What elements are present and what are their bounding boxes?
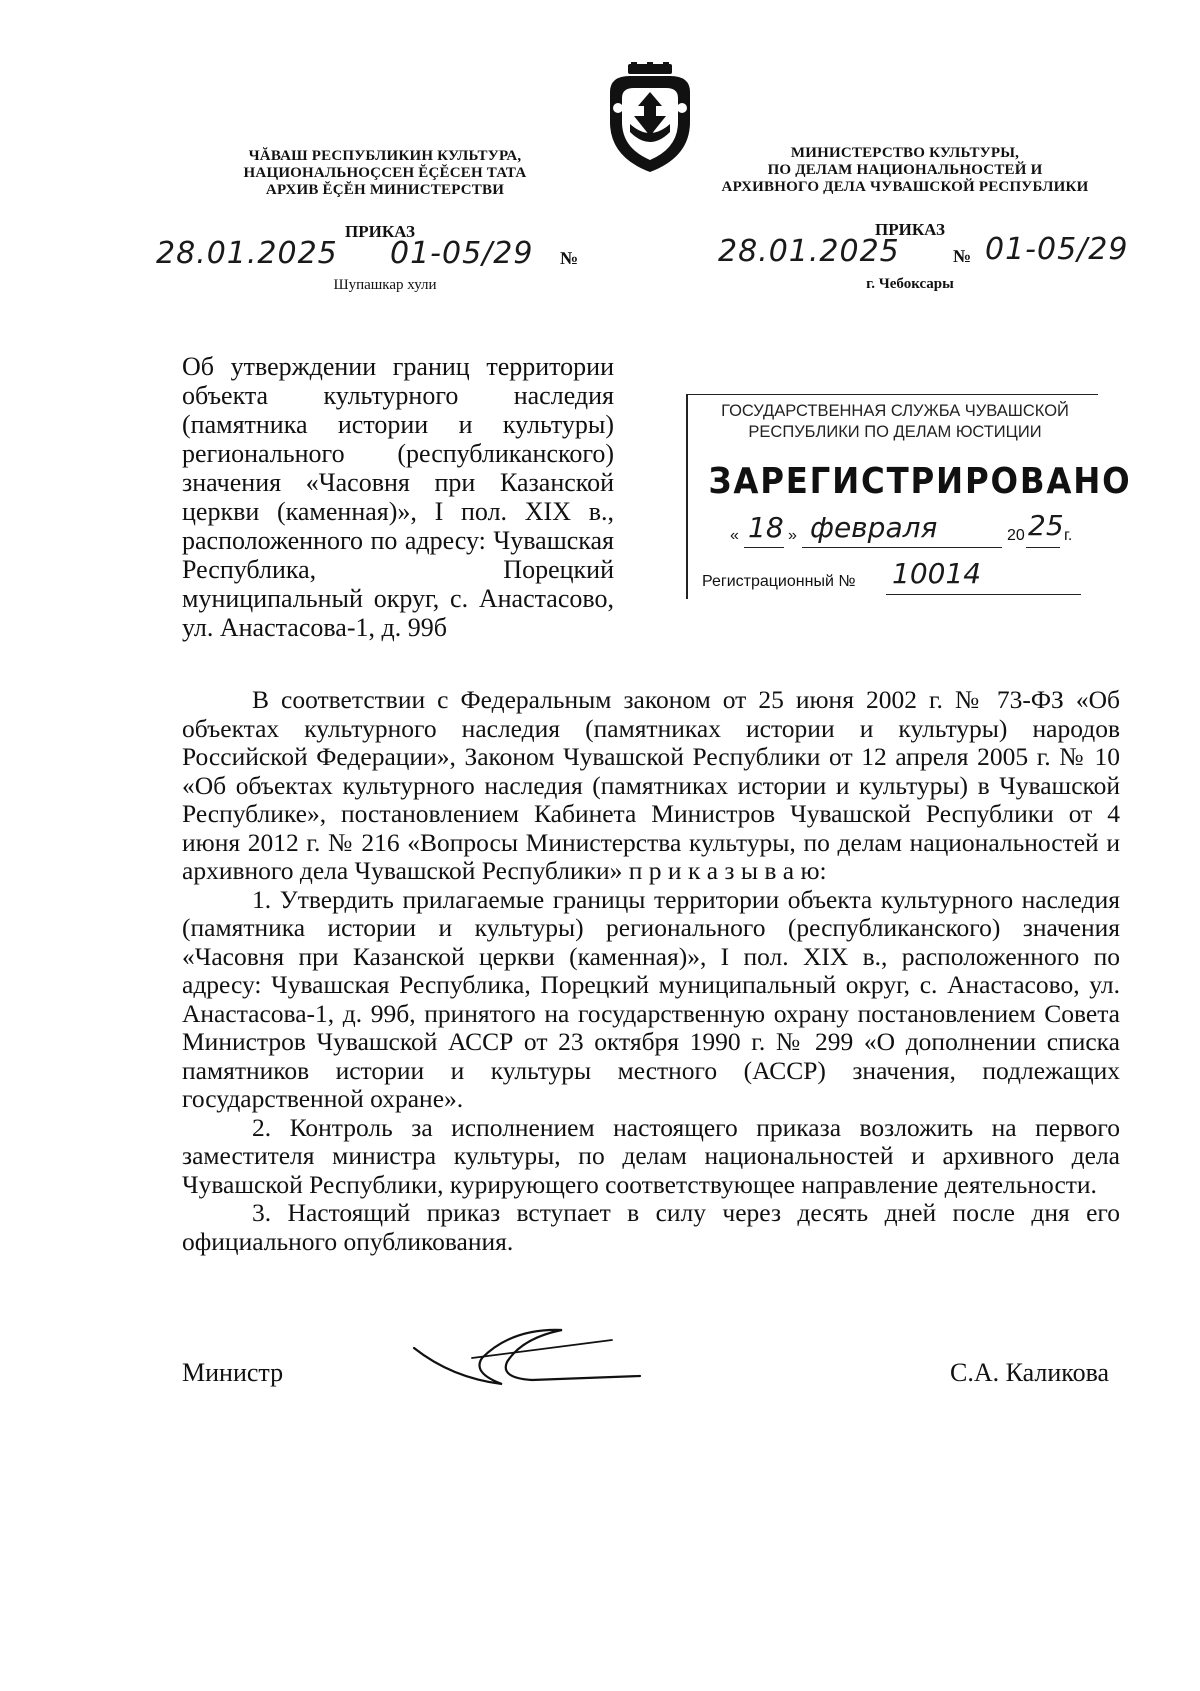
header-left-line-2: НАЦИОНАЛЬНОÇСЕН ĔÇĔСЕН ТАТА (243, 165, 527, 181)
header-right-line-3: АРХИВНОГО ДЕЛА ЧУВАШСКОЙ РЕСПУБЛИКИ (721, 179, 1089, 195)
order-word-left: ПРИКАЗ (345, 222, 415, 241)
place-left: Шупашкар хули (333, 277, 437, 293)
signatory-title: Министр (182, 1358, 284, 1387)
header-right-line-1: МИНИСТЕРСТВО КУЛЬТУРЫ, (790, 145, 1020, 161)
stamp-quote-close: » (788, 527, 797, 544)
stamp-year-suffix: г. (1064, 527, 1073, 544)
header-right-line-2: ПО ДЕЛАМ НАЦИОНАЛЬНОСТЕЙ И (767, 162, 1043, 178)
header-left-line-1: ЧĂВАШ РЕСПУБЛИКИН КУЛЬТУРА, (248, 148, 522, 164)
stamp-registered: ЗАРЕГИСТРИРОВАНО (708, 461, 1132, 502)
stamp-quote-open: « (730, 527, 739, 544)
number-sign-left: № (560, 248, 579, 268)
stamp-year-handwritten: 25 (1028, 509, 1064, 542)
order-number-handwritten-left: 01-05/29 (390, 236, 534, 271)
stamp-date-line (730, 509, 1080, 547)
header-left-line-3: АРХИВ ĔÇĔН МИНИСТЕРСТВИ (265, 182, 505, 198)
number-sign-right: № (953, 246, 972, 266)
stamp-registration-line (702, 557, 1092, 593)
stamp-registration-number-handwritten: 10014 (892, 557, 982, 590)
stamp-month-underline (802, 547, 1002, 548)
order-number-handwritten-right: 01-05/29 (985, 232, 1129, 267)
order-word-right: ПРИКАЗ (875, 220, 945, 239)
order-date-handwritten-left: 28.01.2025 (156, 236, 338, 271)
stamp-day-handwritten: 18 (748, 511, 784, 544)
order-body (182, 686, 1120, 1256)
stamp-month-handwritten: февраля (810, 511, 938, 544)
stamp-day-underline (744, 547, 784, 548)
stamp-registration-underline (886, 594, 1081, 595)
order-date-handwritten-right: 28.01.2025 (718, 234, 900, 269)
coat-of-arms-icon (600, 62, 700, 174)
ministry-name-chuvash (220, 148, 550, 199)
signatory-name: С.А. Каликова (950, 1358, 1110, 1387)
order-item-1: 1. Утвердить прилагаемые границы территории объекта культурного наследия (памятника истории и культуры) регионального (республиканского) значения «Часовня при Казанской церкви (каменная)», I пол. XIX в., расположенного по адресу: Чувашская Республика, Порецкий муниципальный округ, с. Анастасово, ул. Анастасова-1, д. 99б, принятого на государственную охрану постановлением Совета Министров Чувашской АССР от 23 октября 1990 г. № 299 «О дополнении списка памятников истории и культуры местного (АССР) значения, подлежащих государственной охране». (182, 884, 1120, 1113)
order-subject: Об утверждении границ территории объекта культурного наследия (памятника истории и культуры) регионального (республиканского) значения «Часовня при Казанской церкви (каменная)», I пол. XIX в., расположенного по адресу: Чувашская Республика, Порецкий муниципальный округ, с. Анастасово, ул. Анастасова-1, д. 99б (182, 352, 614, 642)
stamp-service-line-1: ГОСУДАРСТВЕННАЯ СЛУЖБА ЧУВАШСКОЙ (721, 402, 1069, 420)
stamp-year-prefix: 20 (1007, 527, 1025, 544)
order-item-3: 3. Настоящий приказ вступает в силу через десять дней после дня его официального опубликования. (182, 1198, 1120, 1256)
place-right: г. Чебоксары (866, 276, 954, 292)
handwritten-signature-icon (412, 1318, 642, 1398)
order-preamble: В соответствии с Федеральным законом от 25 июня 2002 г. № 73-ФЗ «Об объектах культурного наследия (памятниках истории и культуры) народов Российской Федерации», Законом Чувашской Республики от 12 апреля 2005 г. № 10 «Об объектах культурного наследия (памятниках истории и культуры) в Чувашской Республике», постановлением Кабинета Министров Чувашской Республики от 4 июня 2012 г. № 216 «Вопросы Министерства культуры, по делам национальностей и архивного дела Чувашской Республики» п р и к а з ы в а ю: (182, 685, 1120, 885)
stamp-year-underline (1026, 547, 1060, 548)
stamp-service-line-2: РЕСПУБЛИКИ ПО ДЕЛАМ ЮСТИЦИИ (748, 423, 1042, 441)
order-item-2: 2. Контроль за исполнением настоящего приказа возложить на первого заместителя министра культуры, по делам национальностей и архивного дела Чувашской Республики, курирующего соответствующее направление деятельности. (182, 1112, 1120, 1199)
registration-stamp (686, 394, 1132, 599)
stamp-registration-label: Регистрационный № (702, 573, 856, 590)
stamp-service-name (700, 401, 1090, 443)
ministry-name-russian (705, 145, 1105, 196)
